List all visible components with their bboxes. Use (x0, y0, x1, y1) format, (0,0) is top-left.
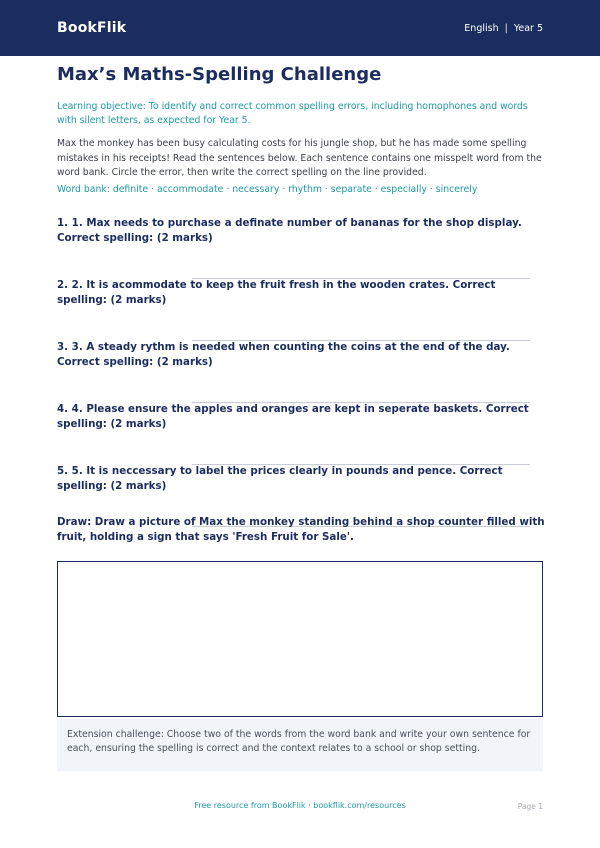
extension-challenge: Extension challenge: Choose two of the words from the word bank and write your own sentence for each, ensuring the spelling is correct and the context relates to a school or shop setting. (57, 719, 543, 771)
header-meta (464, 23, 543, 34)
meta-separator: | (504, 22, 508, 34)
year-label: Year 5 (513, 22, 543, 34)
instructions: Max the monkey has been busy calculating costs for his jungle shop, but he has made some spelling mistakes in his receipts! Read the sentences below. Each sentence contains one misspelt word from the word bank. Circle the error, then write the correct spelling on the line provided. (57, 138, 542, 178)
brand-logo: BookFlik (57, 20, 127, 36)
question-5: 5. 5. It is neccessary to label the prices clearly in pounds and pence. Correct spelling: (2 marks) (57, 465, 503, 492)
learning-objective: Learning objective: To identify and correct common spelling errors, including homophones and words with silent letters, as expected for Year 5. (57, 101, 528, 126)
question-4: 4. 4. Please ensure the apples and oranges are kept in seperate baskets. Correct spelling: (2 marks) (57, 403, 529, 430)
draw-prompt: Draw: Draw a picture of Max the monkey standing behind a shop counter filled with fruit, holding a sign that says 'Fresh Fruit for Sale'. (57, 516, 545, 543)
page-number: Page 1 (517, 802, 543, 811)
page-header (0, 0, 600, 56)
worksheet-title: Max’s Maths-Spelling Challenge (57, 64, 382, 85)
question-3: 3. 3. A steady rythm is needed when counting the coins at the end of the day. Correct spelling: (2 marks) (57, 341, 510, 368)
drawing-area[interactable] (57, 561, 543, 717)
footer-resource: Free resource from BookFlik · bookflik.com/resources (194, 801, 406, 810)
subject-label: English (464, 22, 499, 34)
question-1: 1. 1. Max needs to purchase a definate number of bananas for the shop display. Correct spelling: (2 marks) (57, 217, 522, 244)
question-2: 2. 2. It is acommodate to keep the fruit fresh in the wooden crates. Correct spelling: (2 marks) (57, 279, 496, 306)
word-bank: Word bank: definite · accommodate · necessary · rhythm · separate · especially · sincerely (57, 184, 478, 195)
